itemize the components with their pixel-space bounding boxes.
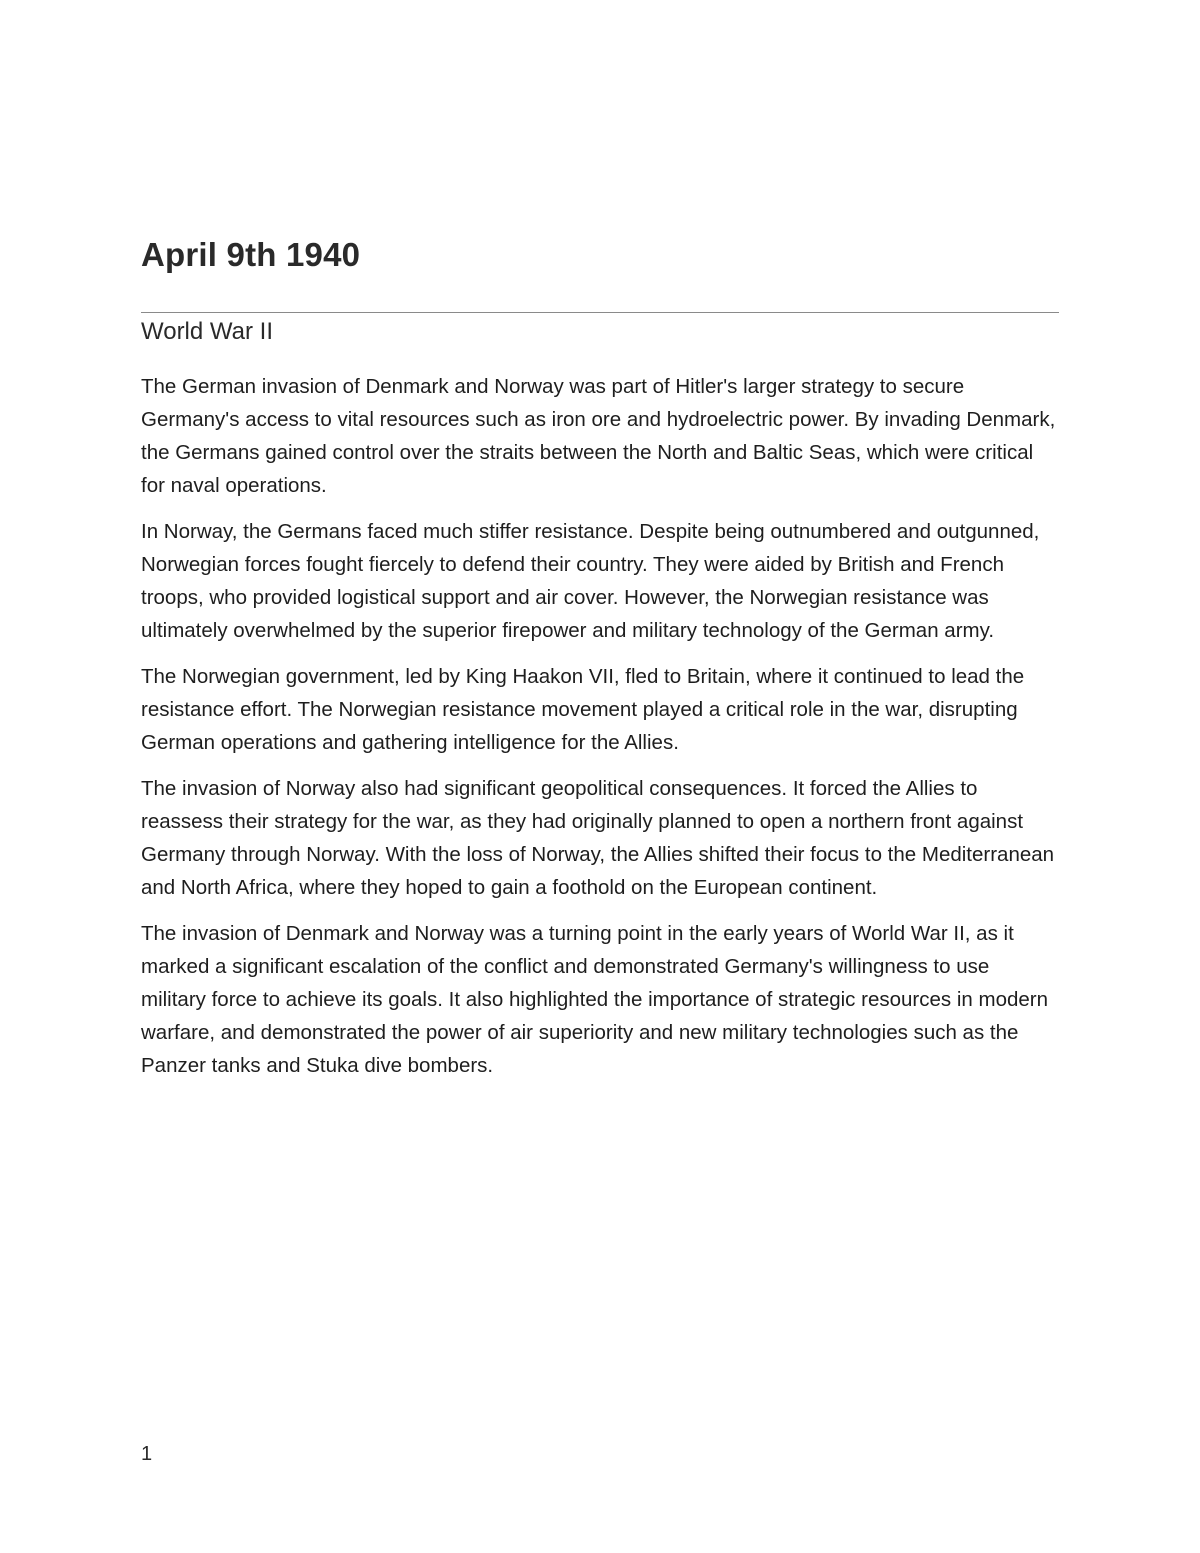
paragraph: The Norwegian government, led by King Haakon VII, fled to Britain, where it continued to lead the resistance effort. The Norwegian resistance movement played a critical role in the war, disrupting German operations and gathering intelligence for the Allies. — [141, 665, 1025, 754]
page-number: 1 — [141, 1443, 153, 1465]
title-divider — [141, 312, 1059, 313]
paragraph: The invasion of Denmark and Norway was a turning point in the early years of World War II, as it marked a significant escalation of the conflict and demonstrated Germany's willingness to use military force to achieve its goals. It also highlighted the importance of strategic resources in modern warfare, and demonstrated the power of air superiority and new military technologies such as the Panzer tanks and Stuka dive bombers. — [141, 922, 1048, 1077]
page-title: April 9th 1940 — [141, 236, 361, 273]
section-heading: World War II — [141, 318, 274, 345]
paragraph: The German invasion of Denmark and Norway was part of Hitler's larger strategy to secure Germany's access to vital resources such as iron ore and hydroelectric power. By invading Denmark, the Germans gained control over the straits between the North and Baltic Seas, which were critical for naval operations. — [141, 375, 1056, 497]
paragraph: In Norway, the Germans faced much stiffer resistance. Despite being outnumbered and outgunned, Norwegian forces fought fiercely to defend their country. They were aided by British and French troops, who provided logistical support and air cover. However, the Norwegian resistance was ultimately overwhelmed by the superior firepower and military technology of the German army. — [141, 520, 1040, 642]
paragraph: The invasion of Norway also had significant geopolitical consequences. It forced the Allies to reassess their strategy for the war, as they had originally planned to open a northern front against Germany through Norway. With the loss of Norway, the Allies shifted their focus to the Mediterranean and North Africa, where they hoped to gain a foothold on the European continent. — [141, 777, 1055, 899]
body-text — [141, 370, 1059, 1095]
